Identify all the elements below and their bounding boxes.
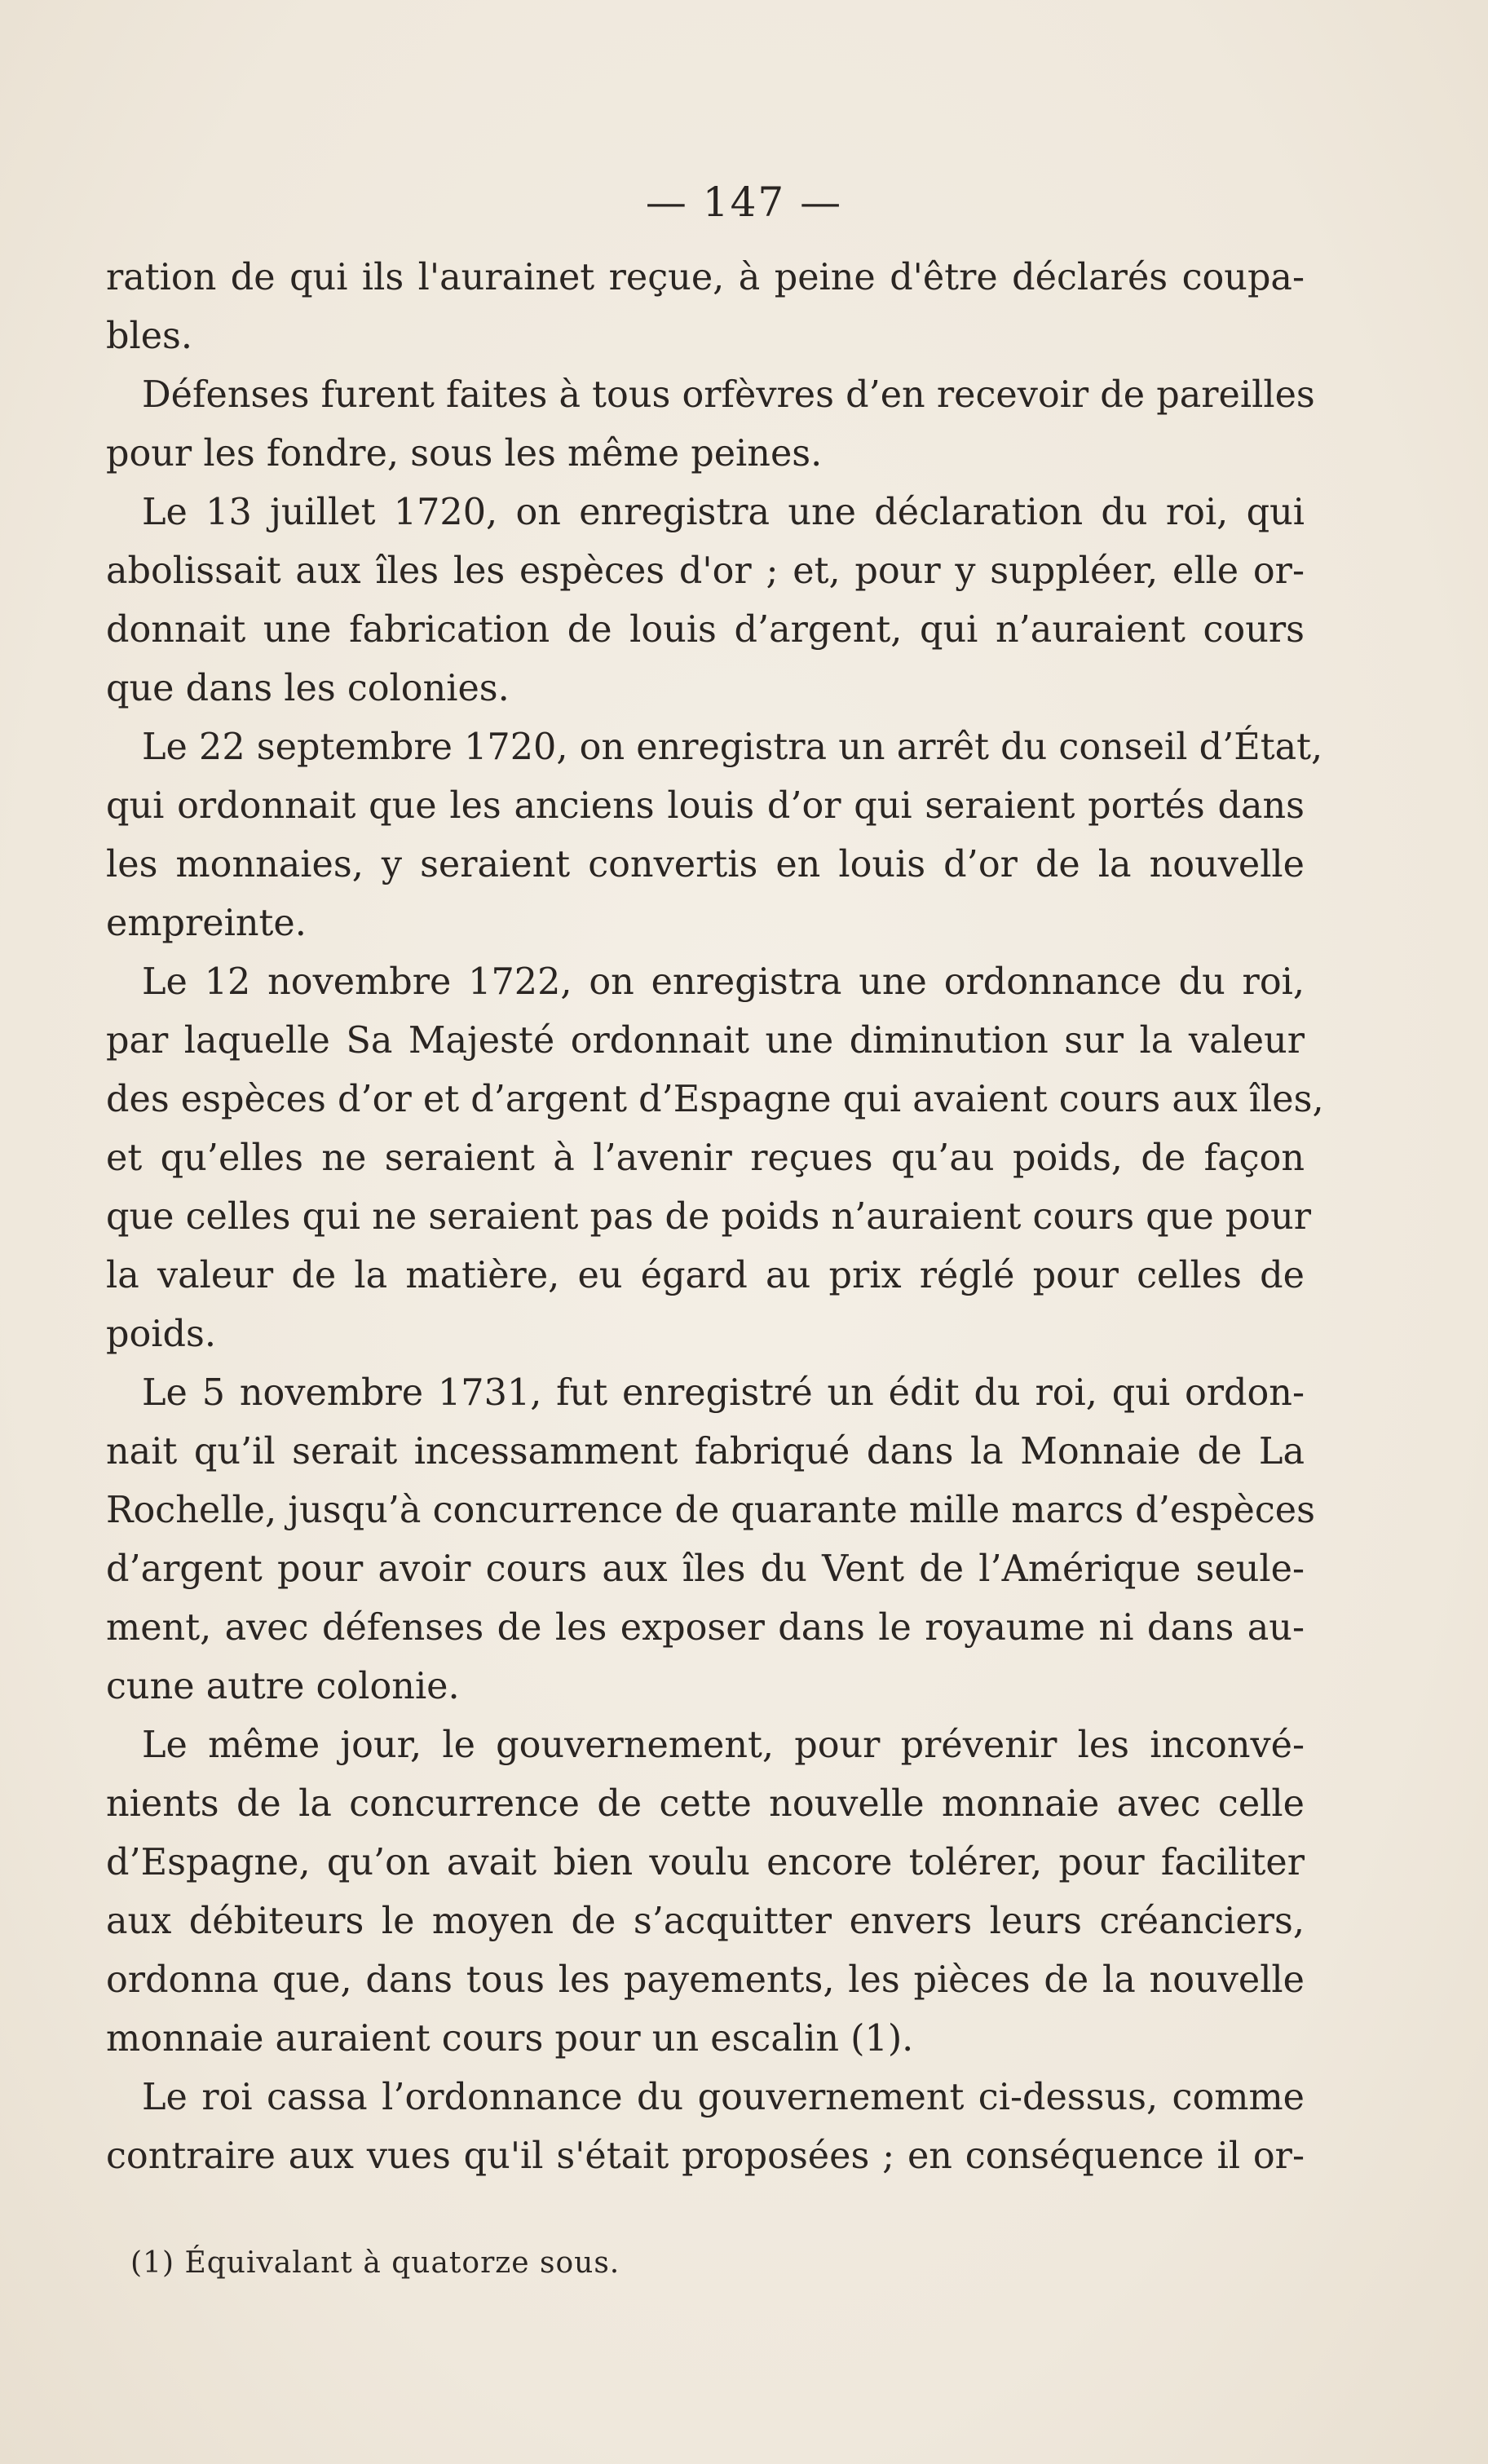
text-line: monnaie auraient cours pour un escalin (1).: [106, 2018, 914, 2060]
text-line: nait qu’il serait incessamment fabriqué dans la Monnaie de La: [106, 1431, 1305, 1473]
text-line: les monnaies, y seraient convertis en louis d’or de la nouvelle: [106, 844, 1305, 885]
text-line: des espèces d’or et d’argent d’Espagne qui avaient cours aux îles,: [106, 1079, 1324, 1120]
text-line: contraire aux vues qu'il s'était proposées ; en conséquence il or-: [106, 2135, 1305, 2177]
text-line: la valeur de la matière, eu égard au prix réglé pour celles de: [106, 1255, 1305, 1296]
text-line: que dans les colonies.: [106, 668, 510, 709]
text-line: qui ordonnait que les anciens louis d’or qui seraient portés dans: [106, 785, 1305, 827]
text-line: donnait une fabrication de louis d’argent, qui n’auraient cours: [106, 609, 1305, 651]
body-text: [106, 249, 1324, 2186]
footnote: (1) Équivalant à quatorze sous.: [130, 2246, 620, 2280]
text-line: d’Espagne, qu’on avait bien voulu encore tolérer, pour faciliter: [106, 1842, 1305, 1883]
text-line: Rochelle, jusqu’à concurrence de quarante mille marcs d’espèces: [106, 1490, 1315, 1531]
text-line: Le 12 novembre 1722, on enregistra une ordonnance du roi,: [142, 961, 1305, 1003]
text-line: Le 22 septembre 1720, on enregistra un arrêt du conseil d’État,: [142, 726, 1323, 768]
text-line: bles.: [106, 316, 193, 357]
text-line: empreinte.: [106, 903, 307, 944]
text-line: pour les fondre, sous les même peines.: [106, 433, 823, 475]
text-line: Le 13 juillet 1720, on enregistra une déclaration du roi, qui: [142, 492, 1305, 533]
text-line: nients de la concurrence de cette nouvelle monnaie avec celle: [106, 1783, 1305, 1825]
text-line: Le même jour, le gouvernement, pour prévenir les inconvé-: [142, 1724, 1305, 1766]
text-line: par laquelle Sa Majesté ordonnait une diminution sur la valeur: [106, 1020, 1305, 1062]
text-line: que celles qui ne seraient pas de poids n’auraient cours que pour: [106, 1196, 1312, 1238]
text-line: et qu’elles ne seraient à l’avenir reçues qu’au poids, de façon: [106, 1137, 1305, 1179]
text-line: poids.: [106, 1314, 216, 1355]
text-line: ordonna que, dans tous les payements, les pièces de la nouvelle: [106, 1959, 1305, 2001]
page-number-header: — 147 —: [645, 179, 843, 226]
text-line: cune autre colonie.: [106, 1666, 460, 1707]
text-line: ment, avec défenses de les exposer dans le royaume ni dans au-: [106, 1607, 1305, 1649]
text-line: d’argent pour avoir cours aux îles du Vent de l’Amérique seule-: [106, 1548, 1305, 1590]
text-line: Le 5 novembre 1731, fut enregistré un édit du roi, qui ordon-: [142, 1372, 1305, 1414]
text-line: Défenses furent faites à tous orfèvres d’en recevoir de pareilles: [142, 374, 1315, 416]
text-line: ration de qui ils l'aurainet reçue, à peine d'être déclarés coupa-: [106, 257, 1305, 298]
text-line: Le roi cassa l’ordonnance du gouvernement ci-dessus, comme: [142, 2077, 1305, 2118]
text-line: aux débiteurs le moyen de s’acquitter envers leurs créanciers,: [106, 1901, 1305, 1942]
text-line: abolissait aux îles les espèces d'or ; et, pour y suppléer, elle or-: [106, 550, 1305, 592]
